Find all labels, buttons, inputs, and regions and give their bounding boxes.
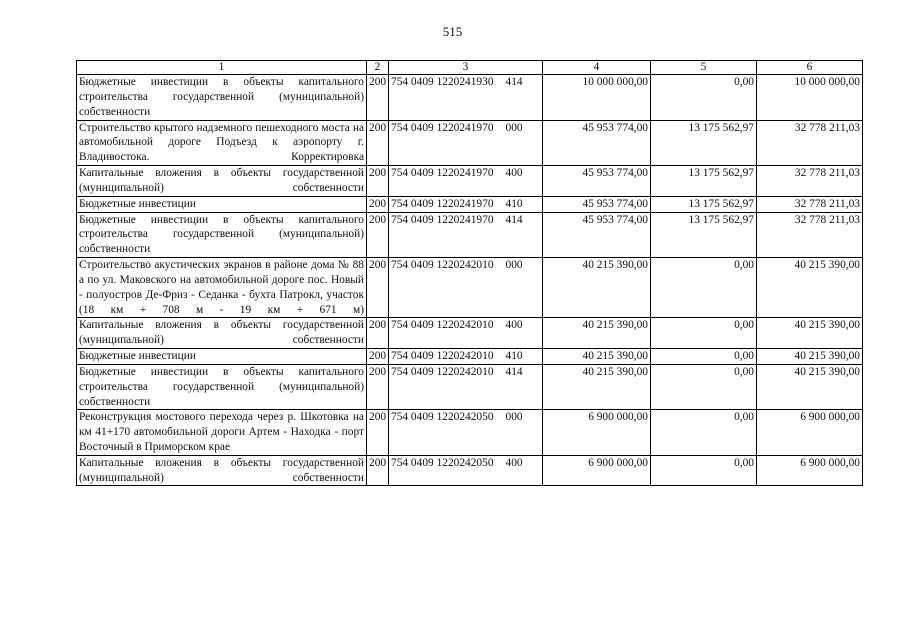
item-expense-type: 414: [505, 213, 523, 226]
item-budget-code: 754 0409 1220242050: [391, 456, 494, 469]
table-row: [77, 166, 863, 197]
item-name: Бюджетные инвестиции: [77, 349, 367, 365]
item-amount-col6: 6 900 000,00: [757, 410, 863, 455]
table-row: [77, 410, 863, 455]
item-amount-col5: 0,00: [651, 318, 757, 349]
item-budget-code: 754 0409 1220241970: [391, 121, 494, 134]
item-name: Бюджетные инвестиции в объекты капитального строительства государственной (муниципальной) собственности: [77, 364, 367, 409]
column-header: 1: [77, 61, 367, 75]
item-code-cell: [389, 410, 543, 455]
item-group-code: 200: [367, 196, 389, 212]
item-name: Строительство крытого надземного пешеходного моста на автомобильной дороге Подъезд к аэропорту г. Владивостока. Корректировка: [77, 120, 367, 165]
item-name: Бюджетные инвестиции: [77, 196, 367, 212]
item-budget-code: 754 0409 1220242010: [391, 319, 494, 332]
item-code-cell: [389, 258, 543, 318]
item-code-cell: [389, 349, 543, 365]
item-amount-col4: 45 953 774,00: [543, 212, 651, 257]
item-code-cell: [389, 75, 543, 120]
item-expense-type: 000: [505, 259, 523, 272]
item-amount-col4: 45 953 774,00: [543, 120, 651, 165]
item-amount-col4: 45 953 774,00: [543, 166, 651, 197]
item-code-cell: [389, 318, 543, 349]
item-amount-col6: 40 215 390,00: [757, 349, 863, 365]
item-amount-col6: 32 778 211,03: [757, 212, 863, 257]
page-number: 515: [442, 24, 463, 39]
item-amount-col4: 45 953 774,00: [543, 196, 651, 212]
item-expense-type: 410: [505, 350, 523, 363]
column-header: 6: [757, 61, 863, 75]
item-code-cell: [389, 455, 543, 486]
item-expense-type: 414: [505, 76, 523, 89]
item-amount-col4: 40 215 390,00: [543, 318, 651, 349]
item-code-cell: [389, 212, 543, 257]
table-row: [77, 318, 863, 349]
item-expense-type: 000: [505, 121, 523, 134]
budget-table: [76, 60, 863, 486]
item-code-cell: [389, 120, 543, 165]
item-amount-col6: 32 778 211,03: [757, 166, 863, 197]
item-amount-col4: 40 215 390,00: [543, 349, 651, 365]
item-amount-col6: 6 900 000,00: [757, 455, 863, 486]
item-group-code: 200: [367, 212, 389, 257]
item-name: Капитальные вложения в объекты государственной (муниципальной) собственности: [77, 455, 367, 486]
item-budget-code: 754 0409 1220242010: [391, 365, 494, 378]
item-amount-col5: 13 175 562,97: [651, 166, 757, 197]
item-amount-col5: 0,00: [651, 455, 757, 486]
item-amount-col5: 0,00: [651, 364, 757, 409]
item-budget-code: 754 0409 1220242010: [391, 259, 494, 272]
item-amount-col6: 10 000 000,00: [757, 75, 863, 120]
item-budget-code: 754 0409 1220241930: [391, 76, 494, 89]
column-number-row: [77, 61, 863, 75]
item-name: Бюджетные инвестиции в объекты капитального строительства государственной (муниципальной) собственности: [77, 212, 367, 257]
item-amount-col4: 40 215 390,00: [543, 364, 651, 409]
item-amount-col6: 40 215 390,00: [757, 364, 863, 409]
item-amount-col4: 6 900 000,00: [543, 455, 651, 486]
item-code-cell: [389, 364, 543, 409]
item-amount-col6: 32 778 211,03: [757, 120, 863, 165]
item-amount-col6: 40 215 390,00: [757, 258, 863, 318]
item-group-code: 200: [367, 410, 389, 455]
item-group-code: 200: [367, 349, 389, 365]
item-expense-type: 400: [505, 319, 523, 332]
table-row: [77, 196, 863, 212]
column-header: 3: [389, 61, 543, 75]
table-row: [77, 455, 863, 486]
item-group-code: 200: [367, 120, 389, 165]
item-amount-col4: 6 900 000,00: [543, 410, 651, 455]
item-amount-col5: 13 175 562,97: [651, 196, 757, 212]
item-name: Бюджетные инвестиции в объекты капитального строительства государственной (муниципальной) собственности: [77, 75, 367, 120]
item-amount-col5: 13 175 562,97: [651, 120, 757, 165]
column-header: 4: [543, 61, 651, 75]
item-group-code: 200: [367, 318, 389, 349]
item-group-code: 200: [367, 258, 389, 318]
item-group-code: 200: [367, 455, 389, 486]
item-group-code: 200: [367, 166, 389, 197]
item-name: Реконструкция мостового перехода через р. Шкотовка на км 41+170 автомобильной дороги Артем - Находка - порт Восточный в Приморском крае: [77, 410, 367, 455]
item-name: Строительство акустических экранов в районе дома № 88 а по ул. Маковского на автомобильной дороге пос. Новый - полуостров Де-Фриз - Седанка - бухта Патрокл, участок (18 км + 708 м - 19 км + 671 м): [77, 258, 367, 318]
item-amount-col5: 0,00: [651, 75, 757, 120]
table-row: [77, 258, 863, 318]
item-amount-col5: 0,00: [651, 349, 757, 365]
column-header: 5: [651, 61, 757, 75]
item-budget-code: 754 0409 1220241970: [391, 213, 494, 226]
item-expense-type: 414: [505, 365, 523, 378]
table-row: [77, 120, 863, 165]
item-budget-code: 754 0409 1220242050: [391, 411, 494, 424]
table-row: [77, 212, 863, 257]
table-row: [77, 75, 863, 120]
item-amount-col5: 13 175 562,97: [651, 212, 757, 257]
item-code-cell: [389, 196, 543, 212]
item-name: Капитальные вложения в объекты государственной (муниципальной) собственности: [77, 166, 367, 197]
item-code-cell: [389, 166, 543, 197]
item-amount-col6: 32 778 211,03: [757, 196, 863, 212]
item-budget-code: 754 0409 1220241970: [391, 197, 494, 210]
item-group-code: 200: [367, 364, 389, 409]
item-amount-col6: 40 215 390,00: [757, 318, 863, 349]
item-group-code: 200: [367, 75, 389, 120]
item-name: Капитальные вложения в объекты государственной (муниципальной) собственности: [77, 318, 367, 349]
item-expense-type: 410: [505, 197, 523, 210]
table-row: [77, 349, 863, 365]
item-budget-code: 754 0409 1220242010: [391, 350, 494, 363]
item-expense-type: 400: [505, 167, 523, 180]
item-expense-type: 000: [505, 411, 523, 424]
item-amount-col5: 0,00: [651, 258, 757, 318]
item-amount-col5: 0,00: [651, 410, 757, 455]
item-expense-type: 400: [505, 456, 523, 469]
item-amount-col4: 10 000 000,00: [543, 75, 651, 120]
item-amount-col4: 40 215 390,00: [543, 258, 651, 318]
item-budget-code: 754 0409 1220241970: [391, 167, 494, 180]
table-row: [77, 364, 863, 409]
column-header: 2: [367, 61, 389, 75]
